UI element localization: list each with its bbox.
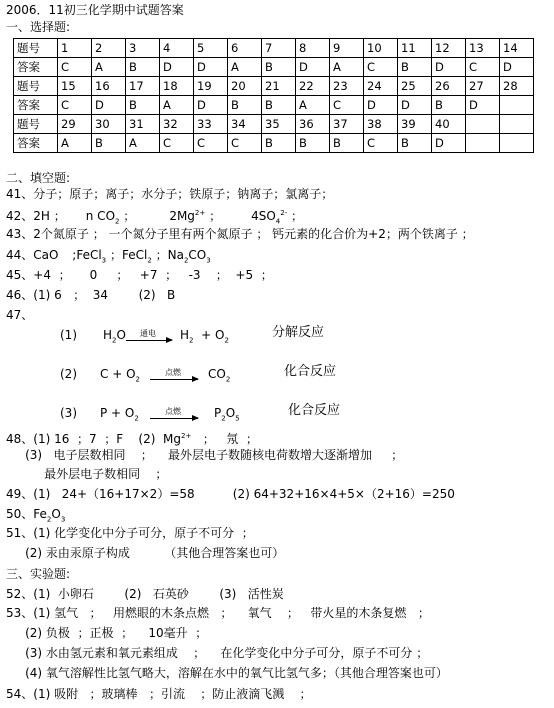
reaction-1-product: $H_2 + O_2$ [180, 328, 229, 345]
table-cell: 25 [398, 77, 432, 96]
table-cell: D [466, 96, 500, 115]
table-cell: 29 [58, 115, 92, 134]
reaction-3-condition: 点燃 [165, 407, 181, 416]
table-cell: 40 [432, 115, 466, 134]
q47: 47、 [6, 308, 34, 322]
q53-part3: (3) 水由氢元素和氧元素组成 ； 在化学变化中分子可分，原子不可分 ； [6, 646, 429, 660]
table-cell: B [262, 58, 296, 77]
table-row-question-numbers [14, 39, 534, 58]
table-cell: C [364, 58, 398, 77]
reaction-2-product: $CO_2$ [208, 367, 231, 384]
table-row-answers [14, 96, 534, 115]
table-cell: 32 [160, 115, 194, 134]
table-cell [466, 134, 500, 153]
q51-part2: (2) 汞由汞原子构成 （其他合理答案也可） [6, 546, 285, 560]
table-cell: C [58, 58, 92, 77]
table-cell: 14 [500, 39, 534, 58]
table-cell: C [466, 58, 500, 77]
table-cell: 21 [262, 77, 296, 96]
table-cell: 7 [262, 39, 296, 58]
table-cell: D [92, 96, 126, 115]
table-cell: D [432, 58, 466, 77]
table-cell: 11 [398, 39, 432, 58]
table-cell: 24 [364, 77, 398, 96]
table-cell: 12 [432, 39, 466, 58]
table-cell: D [194, 58, 228, 77]
table-cell: B [126, 96, 160, 115]
table-cell: 16 [92, 77, 126, 96]
table-cell: 15 [58, 77, 92, 96]
q46: 46、(1) 6 ； 34 (2) B [6, 288, 176, 302]
table-row-answers [14, 134, 534, 153]
q48-part3: (3) 电子层数相同 ； 最外层电子数随核电荷数增大逐渐增加 ； [6, 448, 404, 462]
table-row-question-numbers [14, 77, 534, 96]
table-cell: B [398, 58, 432, 77]
section-fill-heading: 二、填空题: [6, 171, 71, 185]
table-cell: 8 [296, 39, 330, 58]
reaction-1-arrow [126, 340, 172, 341]
q54: 54、(1) 吸附 ；玻璃棒 ；引流 ；防止液滴飞溅 ； [6, 687, 312, 701]
table-cell: A [330, 58, 364, 77]
table-cell: 6 [228, 39, 262, 58]
table-cell: C [228, 134, 262, 153]
table-cell: A [228, 58, 262, 77]
table-cell: 27 [466, 77, 500, 96]
table-cell: C [58, 96, 92, 115]
table-cell: 35 [262, 115, 296, 134]
table-row-question-numbers [14, 115, 534, 134]
table-cell [500, 115, 534, 134]
table-cell: 18 [160, 77, 194, 96]
reaction-1-condition: 通电 [140, 329, 156, 338]
table-cell: 13 [466, 39, 500, 58]
reaction-3-type: 化合反应 [288, 403, 341, 418]
q49: 49、(1) 24+（16+17×2）=58 (2) 64+32+16×4+5×（2+16）=250 [6, 487, 455, 501]
table-cell: D [500, 58, 534, 77]
q50: 50、$Fe_2O_3$ [6, 507, 66, 524]
table-cell: 36 [296, 115, 330, 134]
q48-part1: 48、(1) 16 ；7 ；F (2) $Mg^{2+}$ ； 氖 ； [6, 432, 258, 446]
table-cell: 20 [228, 77, 262, 96]
table-cell: D [160, 58, 194, 77]
reaction-2-condition: 点燃 [165, 368, 181, 377]
table-cell: 31 [126, 115, 160, 134]
table-cell: C [330, 96, 364, 115]
table-cell [500, 96, 534, 115]
q52: 52、(1) 小卵石 (2) 石英砂 (3) 活性炭 [6, 587, 284, 601]
reaction-2-label: (2) [60, 367, 77, 381]
reaction-3-product: $P_2O_5$ [214, 406, 240, 423]
q41: 41、分子；原子；离子；水分子；铁原子；钠离子；氯离子； [6, 187, 334, 201]
table-cell: 33 [194, 115, 228, 134]
section-experiment-heading: 三、实验题: [6, 567, 71, 581]
q45: 45、+4 ； 0 ； +7 ； -3 ； +5 ； [6, 268, 273, 282]
table-row-answers [14, 58, 534, 77]
table-row-header: 答案 [14, 134, 58, 153]
reaction-2-arrow [150, 379, 198, 380]
reaction-1-label: (1) [60, 328, 77, 342]
table-cell: D [194, 96, 228, 115]
table-cell: 9 [330, 39, 364, 58]
table-cell: 5 [194, 39, 228, 58]
table-cell: C [194, 134, 228, 153]
table-cell: 34 [228, 115, 262, 134]
table-cell: B [432, 96, 466, 115]
table-cell: 19 [194, 77, 228, 96]
table-cell: B [330, 134, 364, 153]
table-cell: A [296, 96, 330, 115]
page-title: 2006．11初三化学期中试题答案 [6, 3, 184, 17]
table-cell: 26 [432, 77, 466, 96]
table-cell: 22 [296, 77, 330, 96]
table-cell: B [296, 134, 330, 153]
q53-part1: 53、(1) 氢气 ； 用燃眼的木条点燃 ； 氧气 ； 带火星的木条复燃 ； [6, 606, 430, 620]
table-cell: A [160, 96, 194, 115]
table-row-header: 答案 [14, 58, 58, 77]
reaction-3-label: (3) [60, 406, 77, 420]
table-cell: 23 [330, 77, 364, 96]
table-cell: A [58, 134, 92, 153]
table-cell: B [262, 134, 296, 153]
table-cell: B [92, 134, 126, 153]
table-cell: A [92, 58, 126, 77]
table-row-header: 题号 [14, 39, 58, 58]
table-cell: D [364, 96, 398, 115]
q51-part1: 51、(1) 化学变化中分子可分，原子不可分 ； [6, 526, 254, 540]
table-cell: 38 [364, 115, 398, 134]
q42: 42、2H ； n $CO_2$ ； $2Mg^{2+}$ ； $4SO_4^{2-}$ ； [6, 209, 304, 226]
table-cell: A [126, 134, 160, 153]
table-cell: 4 [160, 39, 194, 58]
table-cell: C [364, 134, 398, 153]
table-cell: B [398, 134, 432, 153]
table-cell: 28 [500, 77, 534, 96]
table-cell: D [398, 96, 432, 115]
section-choice-heading: 一、选择题: [6, 20, 71, 34]
q43: 43、2个氮原子 ； 一个氮分子里有两个氮原子 ； 钙元素的化合价为+2；两个铁离子 ； [6, 227, 474, 241]
q53-part4: (4) 氧气溶解性比氢气略大，溶解在水中的氧气比氢气多；（其他合理答案也可） [6, 666, 448, 680]
q53-part2: (2) 负极 ；正极 ； 10毫升 ； [6, 626, 208, 640]
q48-part3-b: 最外层电子数相同 ； [6, 467, 168, 481]
table-cell: 10 [364, 39, 398, 58]
q44: 44、CaO ;FeCl$_3$ ；FeCl$_2$ ；$Na_2CO_3$ [6, 248, 211, 265]
reaction-2-type: 化合反应 [284, 364, 337, 379]
table-cell: 30 [92, 115, 126, 134]
table-row-header: 答案 [14, 96, 58, 115]
table-cell: 17 [126, 77, 160, 96]
answer-table [13, 38, 534, 153]
table-cell: 37 [330, 115, 364, 134]
table-cell [466, 115, 500, 134]
table-cell: D [296, 58, 330, 77]
reaction-2-reactant: $C + O_2$ [100, 367, 140, 384]
table-cell: 39 [398, 115, 432, 134]
table-cell: B [262, 96, 296, 115]
table-cell: 1 [58, 39, 92, 58]
table-cell: B [228, 96, 262, 115]
table-cell: 3 [126, 39, 160, 58]
table-cell: 2 [92, 39, 126, 58]
reaction-1-type: 分解反应 [272, 325, 325, 340]
table-cell: D [432, 134, 466, 153]
reaction-3-reactant: $P + O_2$ [100, 406, 139, 423]
table-cell: C [160, 134, 194, 153]
table-cell [500, 134, 534, 153]
reaction-3-arrow [150, 418, 198, 419]
reaction-1-reactant: $H_2O$ [103, 328, 126, 345]
table-row-header: 题号 [14, 115, 58, 134]
table-row-header: 题号 [14, 77, 58, 96]
table-cell: B [126, 58, 160, 77]
